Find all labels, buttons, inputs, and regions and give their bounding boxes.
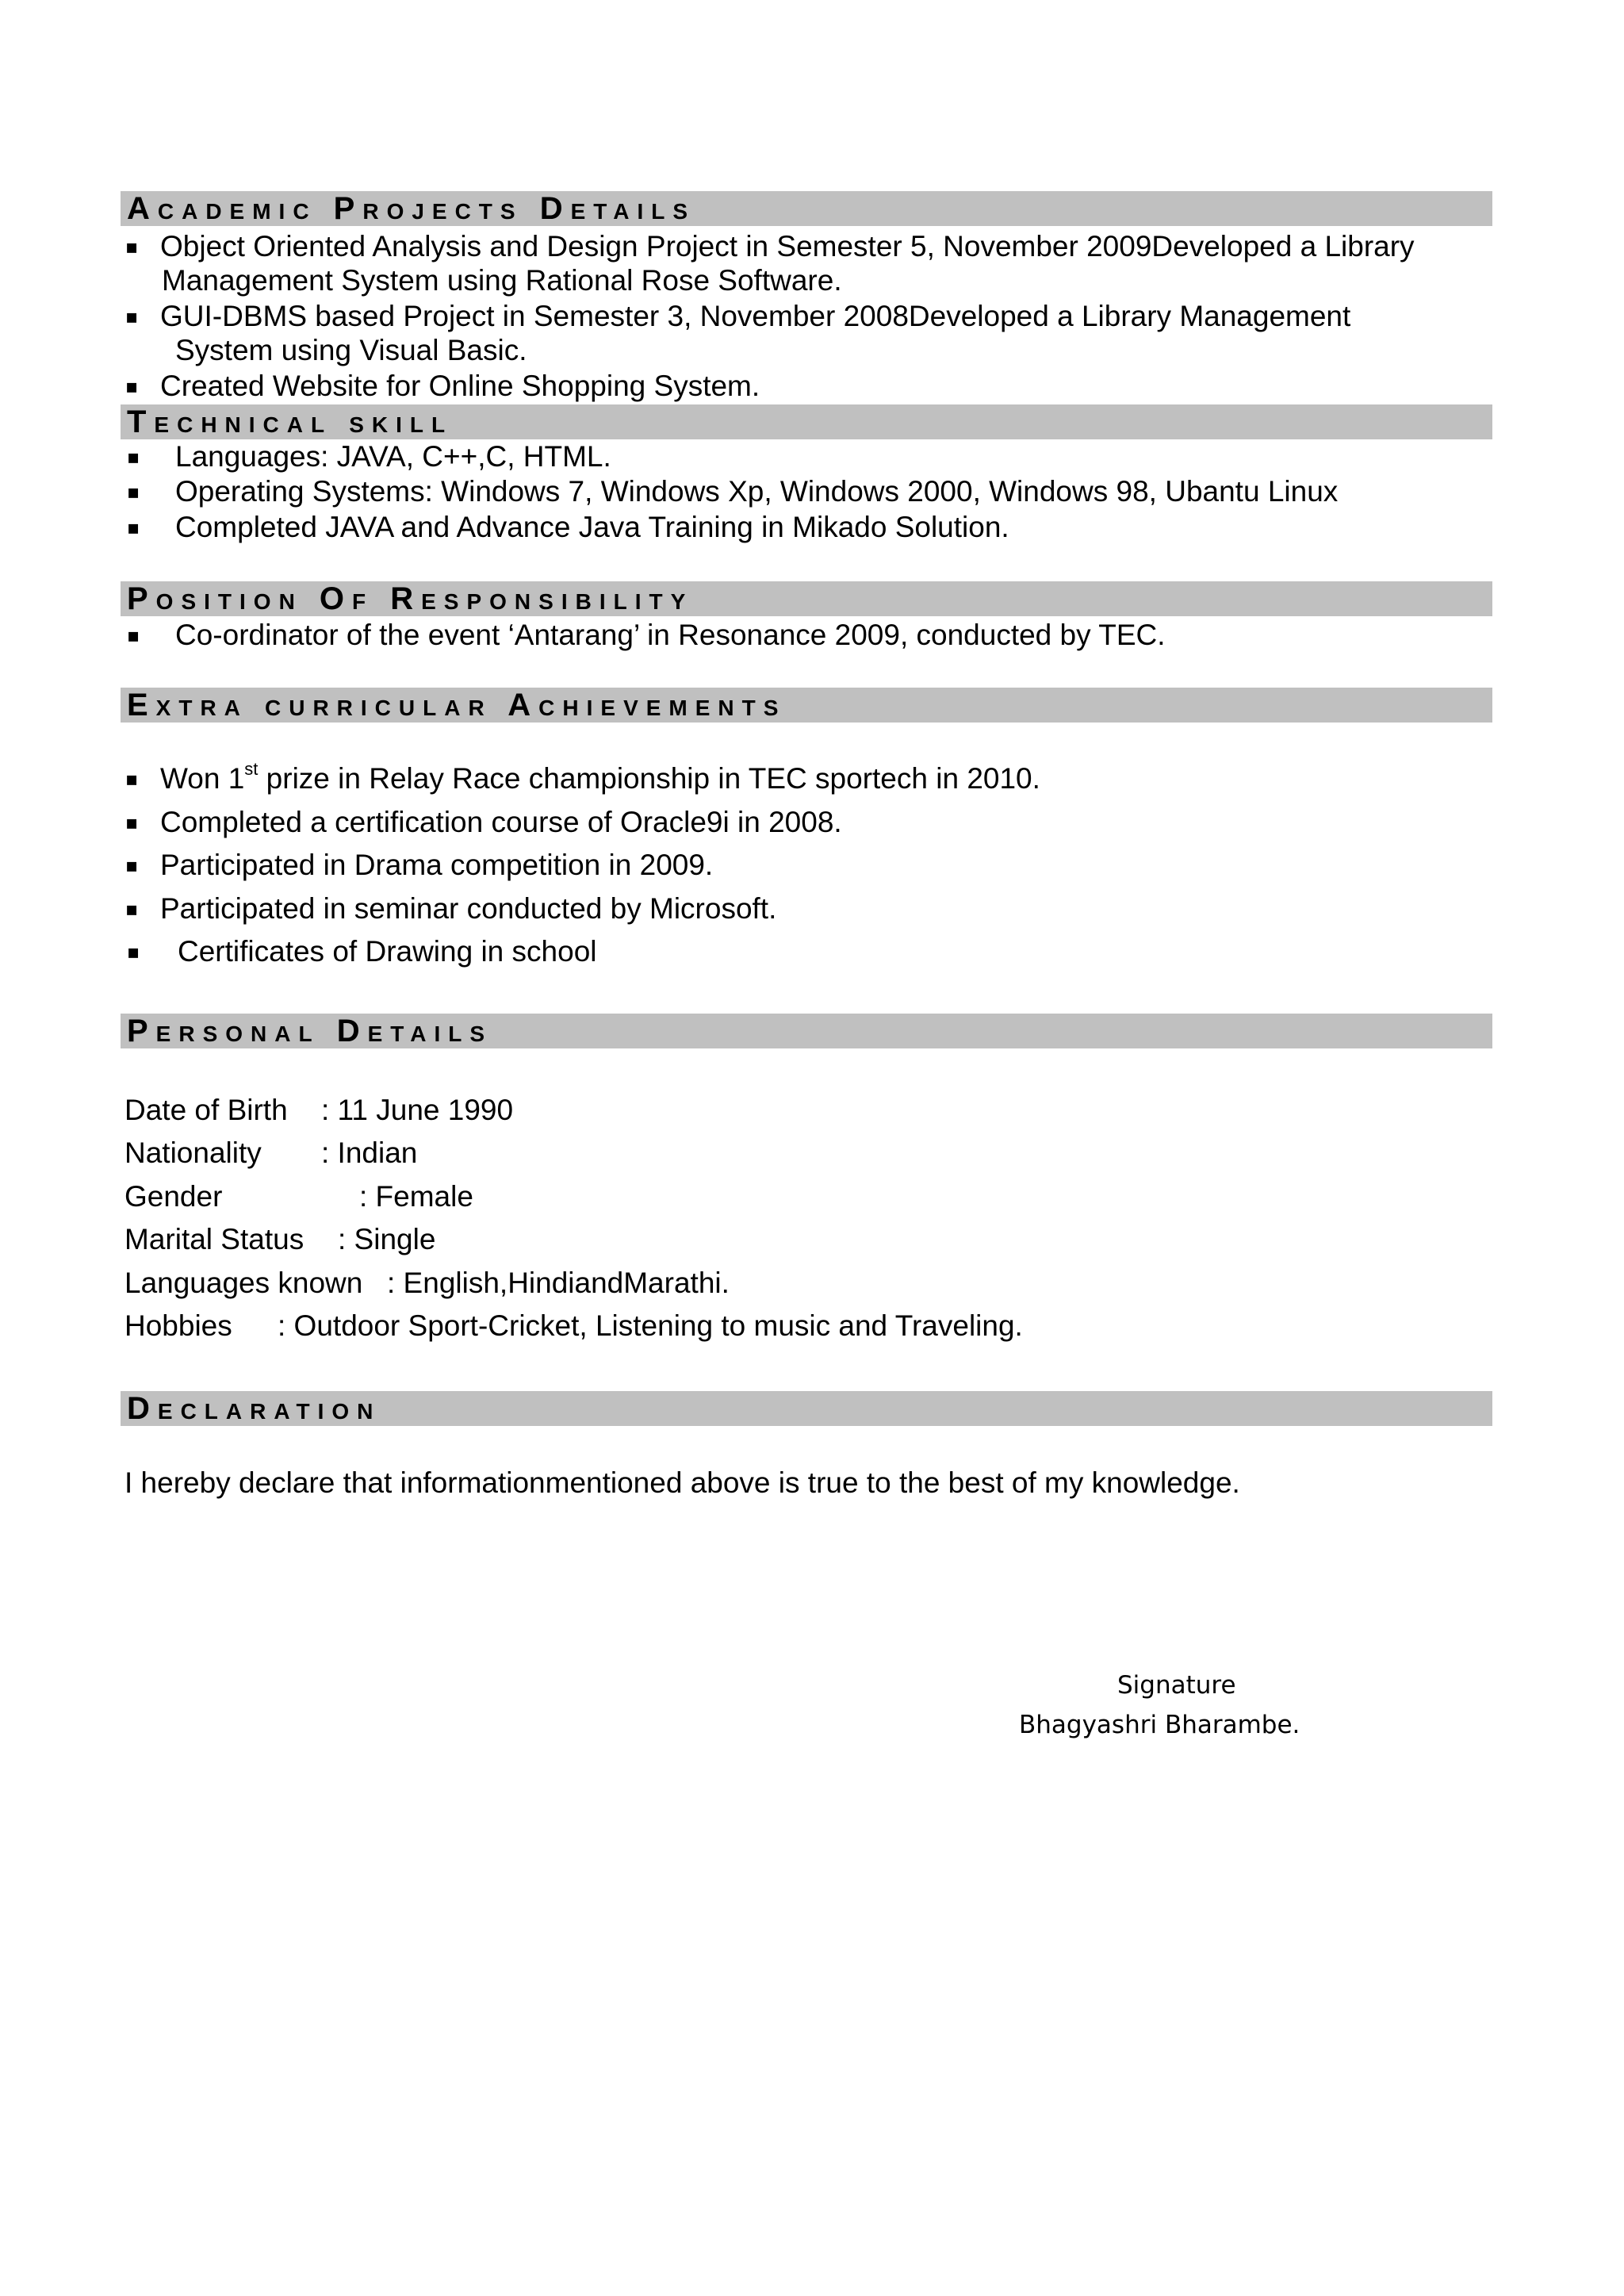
personal-value-nationality: : Indian	[321, 1137, 418, 1169]
technical-heading: Technical skill	[121, 404, 1492, 439]
personal-label-languages: Languages known	[124, 1267, 363, 1299]
signature-name: Bhagyashri Bharambe.	[1019, 1711, 1300, 1739]
extra-item-3: Participated in Drama competition in 2009.	[160, 849, 714, 881]
declaration-text: I hereby declare that informationmentioned above is true to the best of my knowledge.	[124, 1466, 1240, 1499]
extra-item-4: Participated in seminar conducted by Microsoft.	[160, 892, 777, 925]
personal-value-gender: : Female	[359, 1180, 473, 1213]
academic-item-2: GUI-DBMS based Project in Semester 3, November 2008Developed a Library Management	[160, 300, 1351, 332]
bullet-icon: ▪	[125, 236, 139, 258]
personal-value-hobbies: : Outdoor Sport-Cricket, Listening to music and Traveling.	[278, 1309, 1023, 1342]
bullet-icon: ▪	[125, 375, 139, 397]
academic-item-1: Object Oriented Analysis and Design Project in Semester 5, November 2009Developed a Library	[160, 230, 1415, 263]
personal-label-gender: Gender	[124, 1180, 223, 1213]
bullet-icon: ▪	[127, 941, 140, 963]
bullet-icon: ▪	[127, 446, 140, 468]
academic-heading: Academic Projects Details	[121, 191, 1492, 226]
technical-item-3: Completed JAVA and Advance Java Training in Mikado Solution.	[175, 511, 1009, 543]
technical-item-1: Languages: JAVA, C++,C, HTML.	[175, 440, 611, 473]
technical-item-2: Operating Systems: Windows 7, Windows Xp, Windows 2000, Windows 98, Ubantu Linux	[175, 475, 1339, 508]
bullet-icon: ▪	[125, 305, 139, 328]
bullet-icon: ▪	[125, 768, 139, 790]
personal-label-hobbies: Hobbies	[124, 1309, 232, 1342]
position-item-1: Co-ordinator of the event ‘Antarang’ in Resonance 2009, conducted by TEC.	[175, 619, 1166, 651]
personal-label-marital: Marital Status	[124, 1223, 304, 1255]
personal-value-marital: : Single	[338, 1223, 436, 1255]
bullet-icon: ▪	[125, 898, 139, 920]
extra-heading: Extra curricular Achievements	[121, 688, 1492, 723]
position-heading: Position Of Responsibility	[121, 581, 1492, 616]
academic-item-1-cont: Management System using Rational Rose Software.	[162, 264, 842, 297]
personal-value-languages: : English,HindiandMarathi.	[387, 1267, 730, 1299]
academic-item-3: Created Website for Online Shopping System.	[160, 370, 760, 402]
bullet-icon: ▪	[125, 854, 139, 876]
extra-item-won: Won 1st prize in Relay Race championship in TEC sportech in 2010.	[160, 758, 1040, 795]
personal-label-dob: Date of Birth	[124, 1094, 288, 1126]
signature-label: Signature	[1117, 1671, 1236, 1700]
bullet-icon: ▪	[127, 624, 140, 646]
bullet-icon: ▪	[125, 811, 139, 834]
extra-item-5: Certificates of Drawing in school	[178, 935, 597, 968]
academic-item-2-cont: System using Visual Basic.	[175, 334, 527, 366]
declaration-heading: Declaration	[121, 1391, 1492, 1426]
personal-heading: Personal Details	[121, 1014, 1492, 1048]
personal-label-nationality: Nationality	[124, 1137, 262, 1169]
bullet-icon: ▪	[127, 516, 140, 539]
personal-value-dob: : 11 June 1990	[321, 1094, 514, 1126]
bullet-icon: ▪	[127, 481, 140, 503]
extra-item-2: Completed a certification course of Oracle9i in 2008.	[160, 806, 842, 838]
